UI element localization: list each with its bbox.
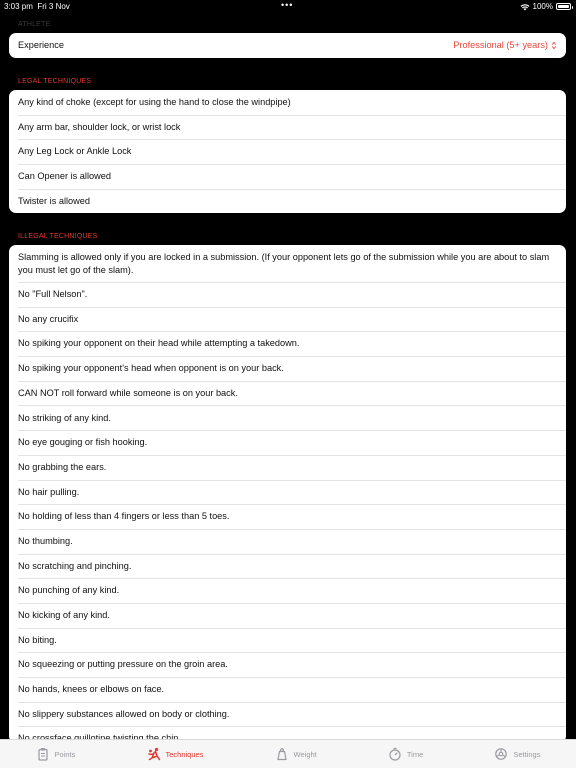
list-item (9, 430, 566, 455)
experience-label: Experience (18, 40, 64, 51)
list-item-text: No grabbing the ears. (18, 461, 107, 472)
list-item-text: Can Opener is allowed (18, 171, 111, 182)
list-item (9, 282, 566, 307)
chevron-up-down-icon (551, 41, 557, 50)
status-right (520, 2, 571, 11)
list-item (9, 578, 566, 603)
list-item (9, 139, 566, 164)
list-item (9, 652, 566, 677)
list-item (9, 245, 566, 282)
list-item-text: No spiking your opponent on their head while attempting a takedown. (18, 338, 300, 349)
list-item (9, 356, 566, 381)
tab-label: Techniques (165, 749, 204, 759)
athlete-card (9, 33, 566, 58)
list-item-text: No scratching and pinching. (18, 560, 132, 571)
status-bar (0, 0, 576, 14)
list-item (9, 189, 566, 214)
tab-label: Time (406, 749, 424, 759)
list-item-text: Slamming is allowed only if you are locked in a submission. (If your opponent lets go of the submission while you are about to slam you must let go of the slam). (18, 252, 550, 275)
experience-row[interactable] (9, 33, 566, 58)
list-item (9, 504, 566, 529)
list-item (9, 164, 566, 189)
list-item-text: No eye gouging or fish hooking. (18, 437, 148, 448)
list-item-text: No hands, knees or elbows on face. (18, 684, 165, 695)
list-item (9, 677, 566, 702)
timer-icon (388, 747, 402, 761)
list-item-text: Twister is allowed (18, 195, 90, 206)
tab-label: Weight (293, 749, 317, 759)
list-item (9, 381, 566, 406)
list-item (9, 90, 566, 115)
list-item (9, 455, 566, 480)
tab-weight[interactable] (275, 747, 317, 761)
battery-percent: 100% (532, 2, 553, 11)
list-item-text: No slippery substances allowed on body or clothing. (18, 708, 230, 719)
list-item-text: Any arm bar, shoulder lock, or wrist lock (18, 121, 181, 132)
experience-picker[interactable] (453, 39, 557, 52)
battery-icon (556, 3, 571, 10)
tab-techniques[interactable] (147, 747, 204, 761)
list-item-text: No thumbing. (18, 535, 73, 546)
multitask-dots[interactable]: ••• (281, 0, 294, 10)
list-item (9, 603, 566, 628)
legal-techniques-list (9, 90, 566, 213)
list-item (9, 405, 566, 430)
tab-bar (0, 739, 576, 768)
list-item-text: No holding of less than 4 fingers or less than 5 toes. (18, 511, 230, 522)
list-item (9, 628, 566, 653)
scale-weight-icon (275, 747, 289, 761)
illegal-techniques-list (9, 245, 566, 743)
gear-icon (494, 747, 508, 761)
list-item-text: No kicking of any kind. (18, 610, 110, 621)
list-item (9, 702, 566, 727)
list-item-text: No punching of any kind. (18, 585, 120, 596)
list-item (9, 529, 566, 554)
athlete-section-header: ATHLETE (18, 21, 51, 28)
grappling-icon (147, 747, 161, 761)
list-item (9, 480, 566, 505)
status-time: 3:03 pm Fri 3 Nov (4, 2, 70, 11)
tab-points[interactable] (36, 747, 76, 761)
list-item-text: No any crucifix (18, 313, 79, 324)
clipboard-icon (36, 747, 50, 761)
list-item-text: Any kind of choke (except for using the hand to close the windpipe) (18, 97, 291, 108)
legal-section-header: LEGAL TECHNIQUES (18, 78, 92, 85)
illegal-section-header: ILLEGAL TECHNIQUES (18, 233, 98, 240)
list-item (9, 331, 566, 356)
tab-label: Points (54, 749, 76, 759)
list-item-text: No "Full Nelson". (18, 289, 88, 300)
list-item-text: No squeezing or putting pressure on the groin area. (18, 659, 228, 670)
wifi-icon (520, 3, 530, 11)
tab-settings[interactable] (494, 747, 540, 761)
list-item-text: CAN NOT roll forward while someone is on your back. (18, 387, 238, 398)
list-item (9, 307, 566, 332)
list-item (9, 554, 566, 579)
list-item-text: Any Leg Lock or Ankle Lock (18, 146, 132, 157)
list-item (9, 115, 566, 140)
list-item-text: No striking of any kind. (18, 412, 111, 423)
list-item-text: No biting. (18, 634, 57, 645)
experience-value: Professional (5+ years) (453, 40, 548, 51)
tab-time[interactable] (388, 747, 423, 761)
list-item-text: No hair pulling. (18, 486, 80, 497)
tab-label: Settings (513, 749, 541, 759)
list-item-text: No spiking your opponent's head when opponent is on your back. (18, 363, 284, 374)
